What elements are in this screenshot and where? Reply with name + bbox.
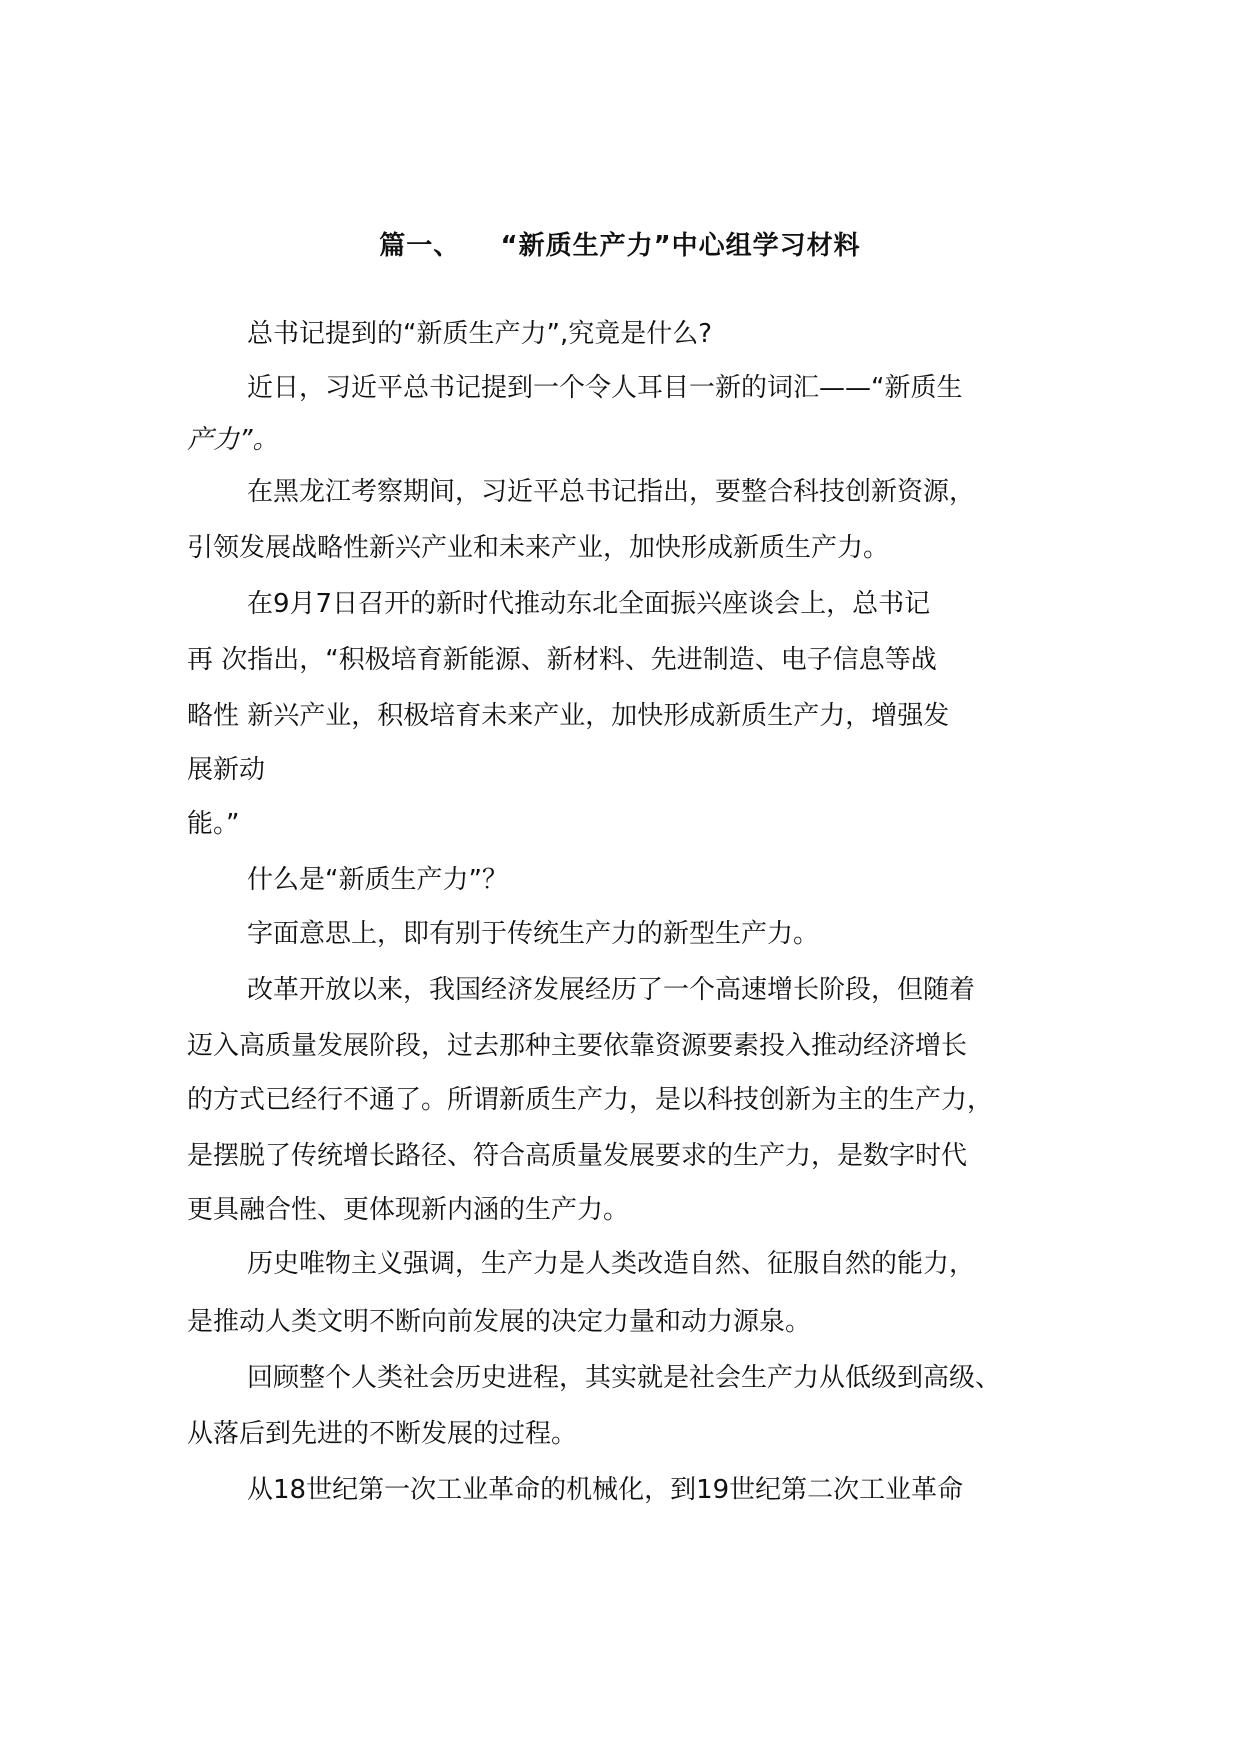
paragraph-line: 引领发展战略性新兴产业和未来产业，加快形成新质生产力。: [187, 533, 890, 563]
paragraph-line: 是摆脱了传统增长路径、符合高质量发展要求的生产力，是数字时代: [187, 1141, 968, 1171]
paragraph-line: 略性 新兴产业，积极培育未来产业，加快形成新质生产力，增强发: [187, 701, 950, 731]
paragraph-line: 产力”。: [187, 425, 279, 455]
paragraph-line: 在黑龙江考察期间，习近平总书记指出，要整合科技创新资源，: [247, 477, 976, 507]
paragraph-line: 迈入高质量发展阶段，过去那种主要依靠资源要素投入推动经济增长: [187, 1031, 968, 1061]
document-title: 篇一、 “新质生产力”中心组学习材料: [379, 231, 861, 261]
paragraph-line: 的方式已经行不通了。所谓新质生产力，是以科技创新为主的生产力，: [187, 1085, 994, 1115]
paragraph-line: 能。”: [187, 809, 240, 839]
paragraph-line: 是推动人类文明不断向前发展的决定力量和动力源泉。: [187, 1307, 812, 1337]
paragraph-line: 从落后到先进的不断发展的过程。: [187, 1419, 578, 1449]
paragraph-line: 什么是“新质生产力”？: [247, 865, 508, 895]
paragraph-line: 回顾整个人类社会历史进程，其实就是社会生产力从低级到高级、: [247, 1363, 1002, 1393]
paragraph-line: 更具融合性、更体现新内涵的生产力。: [187, 1195, 630, 1225]
paragraph-line: 总书记提到的“新质生产力”,究竟是什么?: [247, 319, 713, 349]
paragraph-line: 近日，习近平总书记提到一个令人耳目一新的词汇——“新质生: [247, 373, 963, 403]
paragraph-line: 从18世纪第一次工业革命的机械化，到19世纪第二次工业革命: [247, 1475, 964, 1505]
paragraph-line: 历史唯物主义强调，生产力是人类改造自然、征服自然的能力，: [247, 1249, 976, 1279]
paragraph-line: 在9月7日召开的新时代推动东北全面振兴座谈会上，总书记: [247, 589, 931, 619]
paragraph-line: 再 次指出，“积极培育新能源、新材料、先进制造、电子信息等战: [187, 645, 937, 675]
paragraph-line: 字面意思上，即有别于传统生产力的新型生产力。: [247, 919, 820, 949]
paragraph-line: 改革开放以来，我国经济发展经历了一个高速增长阶段，但随着: [247, 975, 976, 1005]
paragraph-line: 展新动: [187, 755, 266, 785]
